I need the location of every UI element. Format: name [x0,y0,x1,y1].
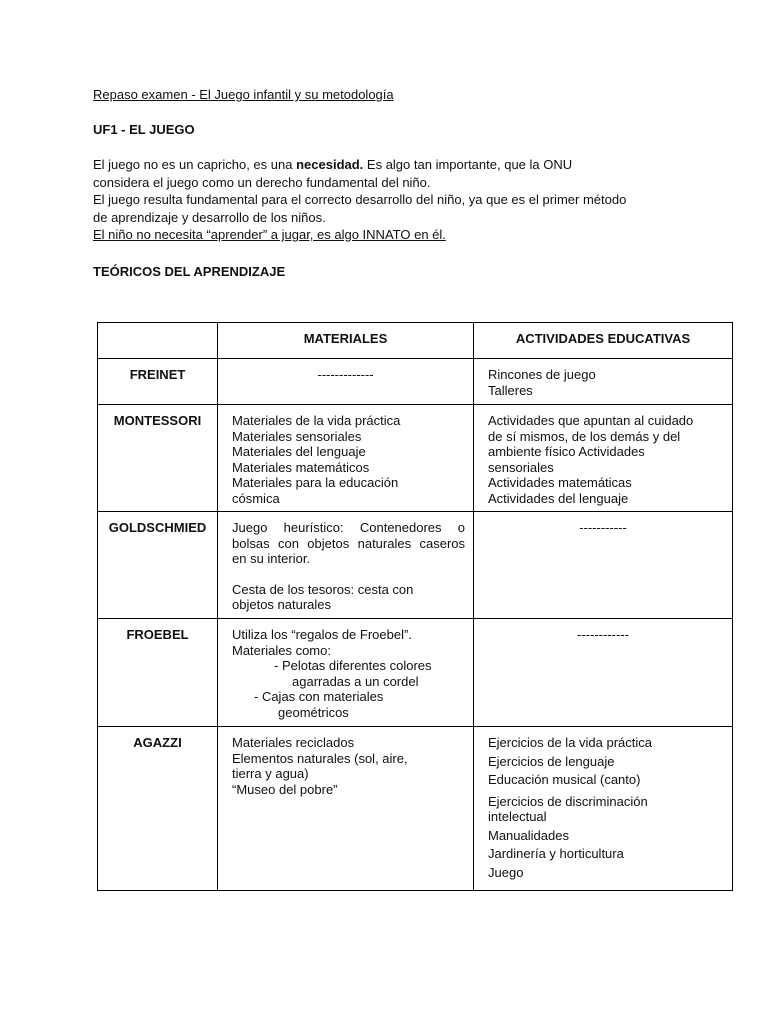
dash-placeholder: ------------ [577,627,629,642]
list-item: intelectual [488,809,547,824]
list-item: bolsas con objetos naturales caseros [232,535,465,551]
header-actividades: ACTIVIDADES EDUCATIVAS [474,323,733,359]
actividades-cell [474,727,733,891]
intro-bold-word: necesidad. [296,157,364,172]
list-item: Manualidades [488,827,569,843]
list-item: Elementos naturales (sol, aire, [232,750,408,766]
list-item: Juego [488,864,524,880]
actividades-cell [474,619,733,727]
list-item: de sí mismos, de los demás y del [488,428,681,444]
list-item: Materiales del lenguaje [232,444,366,459]
list-item: Rincones de juego [488,367,596,382]
list-item: Ejercicios de discriminación [488,793,648,809]
table-row [98,359,733,405]
list-item: Ejercicios de lenguaje [488,753,615,769]
list-item: sensoriales [488,459,554,475]
list-item: Materiales matemáticos [232,459,370,475]
dash-placeholder: ------------- [317,367,374,382]
list-item: Materiales sensoriales [232,428,362,444]
list-item: - Pelotas diferentes colores [274,658,432,673]
list-item: Materiales reciclados [232,735,355,750]
actividades-cell [474,405,733,512]
intro-line: considera el juego como un derecho fundamental del niño. [93,174,431,190]
theorist-name: AGAZZI [98,727,218,891]
list-item: Actividades matemáticas [488,475,632,490]
table-row [98,512,733,619]
section-heading-uf1: UF1 - EL JUEGO [93,122,195,137]
table-row [98,727,733,891]
list-item: ambiente físico Actividades [488,444,645,459]
list-item: cósmica [232,490,280,506]
header-materiales: MATERIALES [218,323,474,359]
table-row [98,619,733,727]
intro-underlined-line: El niño no necesita “aprender” a jugar, es algo INNATO en él. [93,227,446,242]
list-item: Ejercicios de la vida práctica [488,735,653,750]
table-row [98,405,733,512]
list-item: Utiliza los “regalos de Froebel”. [232,627,412,642]
materiales-cell [218,727,474,891]
theorist-name: MONTESSORI [98,405,218,512]
list-item: Actividades del lenguaje [488,490,629,506]
materiales-cell [218,619,474,727]
spacer [232,567,465,582]
list-item: tierra y agua) [232,766,309,781]
list-item: “Museo del pobre” [232,781,338,797]
theorist-name: GOLDSCHMIED [98,512,218,619]
list-item: Actividades que apuntan al cuidado [488,413,694,428]
dash-placeholder: ----------- [579,520,627,535]
theorist-name: FREINET [98,359,218,405]
materiales-cell [218,512,474,619]
materiales-cell [218,405,474,512]
intro-line [93,156,713,174]
section-heading-teoricos: TEÓRICOS DEL APRENDIZAJE [93,264,286,279]
intro-text [93,156,713,244]
list-item: Talleres [488,382,533,398]
materiales-cell [218,359,474,405]
intro-text-span: Es algo tan importante, que la ONU [363,157,573,172]
actividades-cell [474,359,733,405]
theorist-name: FROEBEL [98,619,218,727]
list-item: - Cajas con materiales [254,689,384,704]
list-item: agarradas a un cordel [292,673,419,689]
list-item: Materiales como: [232,642,331,658]
list-item: geométricos [278,704,349,720]
list-item: en su interior. [232,551,311,566]
theorists-table [97,322,733,891]
list-item: Juego heurístico: Contenedores o [232,520,465,535]
intro-line: de aprendizaje y desarrollo de los niños. [93,209,326,225]
list-item: Educación musical (canto) [488,772,641,787]
intro-text-span: El juego no es un capricho, es una [93,157,297,172]
intro-line: El juego resulta fundamental para el correcto desarrollo del niño, ya que es el primer método [93,192,627,207]
actividades-cell [474,512,733,619]
document-title: Repaso examen - El Juego infantil y su metodología [93,87,394,102]
header-empty-cell [98,323,218,359]
list-item: Cesta de los tesoros: cesta con [232,581,414,597]
list-item: Jardinería y horticultura [488,846,624,861]
list-item: Materiales de la vida práctica [232,413,401,428]
list-item: Materiales para la educación [232,475,399,490]
table-header-row [98,323,733,359]
list-item: objetos naturales [232,597,332,612]
